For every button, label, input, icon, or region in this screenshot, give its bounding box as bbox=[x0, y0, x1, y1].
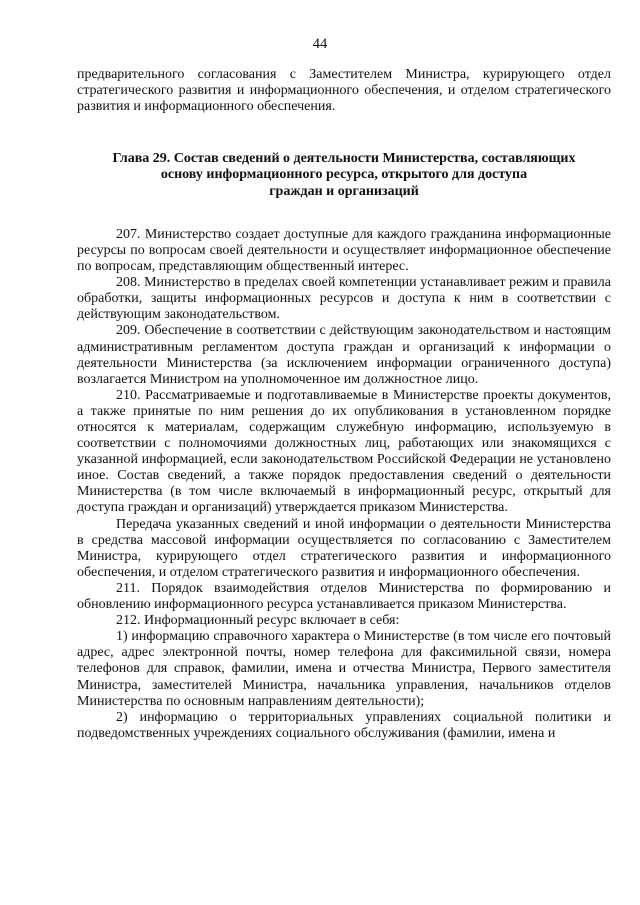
document-body bbox=[77, 67, 611, 742]
paragraph-210-continued: Передача указанных сведений и иной информации о деятельности Министерства в средства массовой информации осуществляется по согласованию с Заместителем Министра, курирующего отдел стратегического развития и информационного обеспечения, и отделом стратегического развития и информационного обеспечения. bbox=[77, 516, 611, 580]
paragraph-211: 211. Порядок взаимодействия отделов Министерства по формированию и обновлению информационного ресурса устанавливается приказом Министерства. bbox=[77, 580, 611, 613]
list-item-1: 1) информацию справочного характера о Министерстве (в том числе его почтовый адрес, адрес электронной почты, номер телефона для факсимильной связи, номера телефонов для справок, фамилии, имена и отчества Министра, Первого заместителя Министра, заместителей Министра, начальника управления, начальников отделов Министерства по основным направлениям деятельности); bbox=[77, 629, 611, 709]
chapter-heading-line: граждан и организаций bbox=[269, 183, 419, 199]
paragraph-209: 209. Обеспечение в соответствии с действующим законодательством и настоящим административным регламентом доступа граждан и организаций к информации о деятельности Министерства (за исключением информации ограниченного доступа) возлагается Министром на уполномоченное им должностное лицо. bbox=[77, 323, 611, 387]
chapter-heading-line: Глава 29. Состав сведений о деятельности Министерства, составляющих bbox=[112, 151, 576, 167]
chapter-heading bbox=[77, 151, 611, 200]
chapter-heading-line: основу информационного ресурса, открытого для доступа bbox=[160, 167, 528, 183]
list-item-2: 2) информацию о территориальных управлениях социальной политики и подведомственных учреждениях социального обслуживания (фамилии, имена и bbox=[77, 709, 611, 741]
paragraph-208: 208. Министерство в пределах своей компетенции устанавливает режим и правила обработки, защиты информационных ресурсов и доступа к ним в соответствии с действующим законодательством. bbox=[77, 275, 611, 323]
page-number: 44 bbox=[312, 36, 328, 52]
lead-paragraph: предварительного согласования с Заместителем Министра, курирующего отдел стратегического развития и информационного обеспечения, и отделом стратегического развития и информационного обеспечения. bbox=[77, 67, 611, 115]
paragraph-207: 207. Министерство создает доступные для каждого гражданина информационные ресурсы по вопросам своей деятельности и осуществляет информационное обеспечение по вопросам, представляющим общественный интерес. bbox=[77, 226, 611, 275]
paragraph-210: 210. Рассматриваемые и подготавливаемые в Министерстве проекты документов, а также принятые по ним решения до их опубликования в установленном порядке относятся к материалам, содержащим служебную информацию, используемую в соответствии с полномочиями должностных лиц, работающих или знакомящихся с указанной информацией, если законодательством Российской Федерации не установлено иное. Состав сведений, а также порядок предоставления сведений о деятельности Министерства (в том числе включаемый в информационный ресурс, открытый для доступа граждан и организаций) утверждается приказом Министерства. bbox=[77, 387, 611, 516]
paragraph-212: 212. Информационный ресурс включает в себя: bbox=[116, 613, 400, 629]
